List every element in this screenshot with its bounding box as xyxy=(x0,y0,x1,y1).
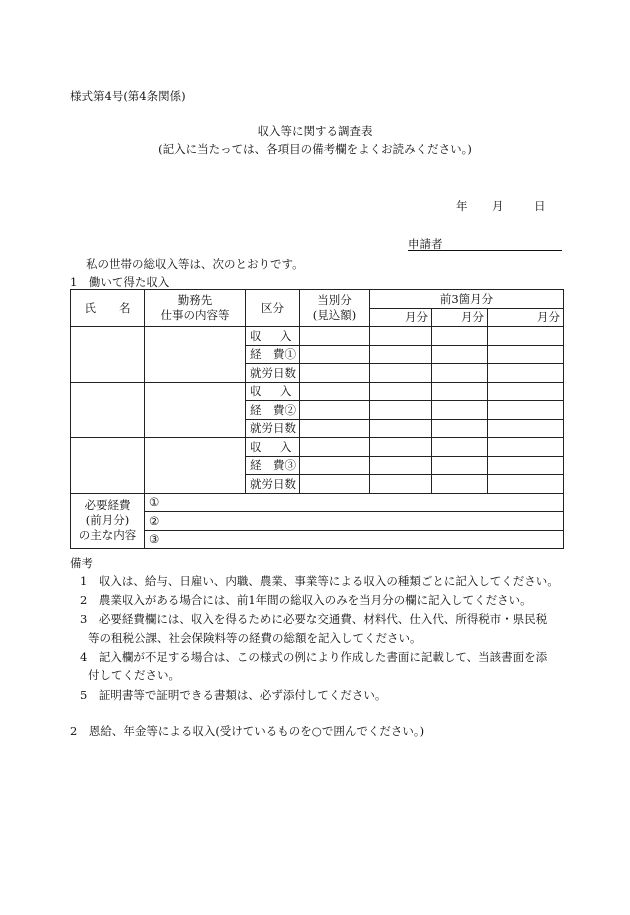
income-table xyxy=(70,289,564,549)
row-label-income-1 xyxy=(246,327,300,346)
workplace-cell-3[interactable] xyxy=(145,438,246,494)
input-cell[interactable] xyxy=(432,456,488,475)
input-cell[interactable] xyxy=(488,475,564,494)
input-cell[interactable] xyxy=(300,364,370,383)
input-cell[interactable] xyxy=(370,401,432,420)
note-1: 1 収入は、給与、日雇い、内職、農業、事業等による収入の種類ごとに記入してください。 xyxy=(80,574,559,588)
input-cell[interactable] xyxy=(488,327,564,346)
note-5: 5 証明書等で証明できる書類は、必ず添付してください。 xyxy=(80,688,387,702)
input-cell[interactable] xyxy=(370,475,432,494)
applicant-field[interactable] xyxy=(408,236,562,251)
intro-text: 私の世帯の総収入等は、次のとおりです。 xyxy=(86,257,304,271)
date-row xyxy=(456,198,546,214)
col-header-current xyxy=(300,290,370,327)
input-cell[interactable] xyxy=(488,419,564,438)
expense-contents-label xyxy=(71,493,145,549)
note-4-continued: 付してください。 xyxy=(88,668,180,682)
input-cell[interactable] xyxy=(432,475,488,494)
name-cell-2[interactable] xyxy=(71,382,145,438)
circle-number-1: ① xyxy=(149,495,160,510)
circle-number-3: ③ xyxy=(149,532,160,547)
section2-heading: 2 恩給、年金等による収入(受けているものを○で囲んでください。) xyxy=(70,724,425,738)
col-header-current-1: 当別分 xyxy=(317,293,352,307)
date-month-label: 月 xyxy=(492,199,504,213)
input-cell[interactable] xyxy=(370,419,432,438)
expense-detail-row-1[interactable] xyxy=(145,493,564,512)
input-cell[interactable] xyxy=(300,438,370,457)
col-header-month-2: 月分 xyxy=(432,308,488,327)
input-cell[interactable] xyxy=(432,382,488,401)
input-cell[interactable] xyxy=(432,438,488,457)
input-cell[interactable] xyxy=(488,345,564,364)
form-number: 様式第4号(第4条関係) xyxy=(70,89,186,103)
input-cell[interactable] xyxy=(370,327,432,346)
income-char-b: 入 xyxy=(280,328,292,343)
row-label-income-3 xyxy=(246,438,300,457)
note-3: 3 必要経費欄には、収入を得るために必要な交通費、材料代、仕入代、所得税市・県民税 xyxy=(80,612,548,626)
notes-heading: 備考 xyxy=(70,556,93,570)
row-label-workdays-3: 就労日数 xyxy=(246,475,300,494)
input-cell[interactable] xyxy=(370,382,432,401)
input-cell[interactable] xyxy=(432,401,488,420)
input-cell[interactable] xyxy=(488,364,564,383)
applicant-label: 申請者 xyxy=(408,237,443,251)
input-cell[interactable] xyxy=(300,327,370,346)
circle-number-2: ② xyxy=(149,513,160,528)
row-label-workdays-2: 就労日数 xyxy=(246,419,300,438)
row-label-expense-1: 経 費① xyxy=(246,345,300,364)
date-day-label: 日 xyxy=(534,199,546,213)
expense-label-line-1: 必要経費 xyxy=(84,498,131,513)
document-title: 収入等に関する調査表 xyxy=(257,124,373,138)
col-header-category: 区分 xyxy=(246,290,300,327)
input-cell[interactable] xyxy=(432,327,488,346)
input-cell[interactable] xyxy=(370,438,432,457)
col-header-workplace-1: 勤務先 xyxy=(177,293,213,307)
input-cell[interactable] xyxy=(300,401,370,420)
input-cell[interactable] xyxy=(432,419,488,438)
input-cell[interactable] xyxy=(300,419,370,438)
col-header-name: 氏 名 xyxy=(71,290,145,327)
row-label-income-2 xyxy=(246,382,300,401)
income-char-a: 収 xyxy=(250,328,262,343)
input-cell[interactable] xyxy=(432,345,488,364)
income-char-a: 収 xyxy=(250,439,262,454)
date-year-label: 年 xyxy=(456,199,468,213)
input-cell[interactable] xyxy=(370,456,432,475)
input-cell[interactable] xyxy=(300,382,370,401)
section1-heading: 1 働いて得た収入 xyxy=(70,275,170,289)
input-cell[interactable] xyxy=(432,364,488,383)
input-cell[interactable] xyxy=(488,401,564,420)
input-cell[interactable] xyxy=(370,364,432,383)
document-subtitle: (記入に当たっては、各項目の備考欄をよくお読みください。) xyxy=(158,142,472,156)
row-label-expense-2: 経 費② xyxy=(246,401,300,420)
col-header-current-2: (見込額) xyxy=(312,308,357,322)
col-header-month-1: 月分 xyxy=(370,308,432,327)
input-cell[interactable] xyxy=(488,438,564,457)
input-cell[interactable] xyxy=(300,456,370,475)
col-header-workplace xyxy=(145,290,246,327)
note-2: 2 農業収入がある場合には、前1年間の総収入のみを当月分の欄に記入してください。 xyxy=(80,593,532,607)
note-4: 4 記入欄が不足する場合は、この様式の例により作成した書面に記載して、当該書面を添 xyxy=(80,650,548,664)
input-cell[interactable] xyxy=(300,475,370,494)
input-cell[interactable] xyxy=(300,345,370,364)
name-cell-1[interactable] xyxy=(71,327,145,383)
col-header-workplace-2: 仕事の内容等 xyxy=(160,308,230,322)
workplace-cell-1[interactable] xyxy=(145,327,246,383)
input-cell[interactable] xyxy=(488,382,564,401)
name-cell-3[interactable] xyxy=(71,438,145,494)
col-header-month-3: 月分 xyxy=(488,308,564,327)
expense-label-line-2: (前月分) xyxy=(85,513,130,528)
input-cell[interactable] xyxy=(488,456,564,475)
expense-label-line-3: の主な内容 xyxy=(78,528,137,543)
row-label-expense-3: 経 費③ xyxy=(246,456,300,475)
income-char-a: 収 xyxy=(250,384,262,399)
income-char-b: 入 xyxy=(280,384,292,399)
input-cell[interactable] xyxy=(370,345,432,364)
col-header-prev3: 前3箇月分 xyxy=(370,290,564,309)
row-label-workdays-1: 就労日数 xyxy=(246,364,300,383)
income-char-b: 入 xyxy=(280,439,292,454)
expense-detail-row-2[interactable] xyxy=(145,512,564,531)
note-3-continued: 等の租税公課、社会保険料等の経費の総額を記入してください。 xyxy=(88,631,422,645)
workplace-cell-2[interactable] xyxy=(145,382,246,438)
expense-detail-row-3[interactable] xyxy=(145,530,564,549)
